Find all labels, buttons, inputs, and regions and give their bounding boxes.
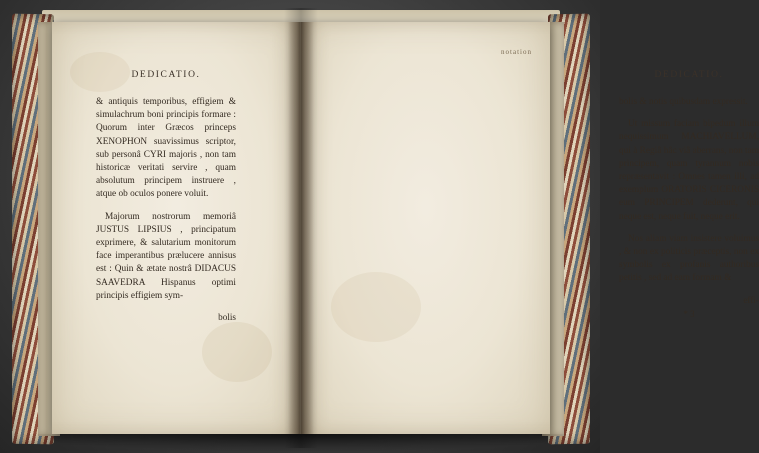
- catchword-right: effi-: [743, 294, 759, 305]
- running-head-left: DEDICATIO.: [131, 70, 201, 80]
- paragraph: bolis & notis quibusdam expressit.: [619, 97, 748, 107]
- catchword-left: bolis: [218, 312, 236, 323]
- foxing-stain: [202, 322, 272, 382]
- right-text-column: [619, 70, 759, 319]
- signature-mark: * 3: [683, 308, 695, 319]
- right-page: [301, 22, 759, 434]
- paragraph: Majorum nostrorum memoriâ JUSTUS LIPSIUS , principatum exprimere, & salutarium monitorum face imperantibus prælucere annisus est : Quin & ætate nostrâ DIDACUS SAAVEDRA Hispanus optimi principis effigiem sym-: [96, 211, 236, 301]
- paragraph: Ut missum faciam bipedum illum nequissimum MACHIAVELLUM, qui à Regiâ hâc viâ aberrans, non tam principem, quam tyrannum nobis repræsentavit : Omnes tamen illi, ad exemplum ORATORIS CICERONIS eum PRINCIPEM dederunt, qui neque est, neque fuit, neque erit.: [619, 119, 759, 222]
- paragraph: & antiquis temporibus, effigiem & simulachrum boni principis formare : Quorum inter Græcos princeps XENOPHON suavissimus scriptor, sub personâ CYRI majoris , non tam historicæ veritati servire , quam absolutum principem instruere , atque ob oculos ponere voluit.: [96, 97, 236, 200]
- left-page: [52, 22, 301, 434]
- foxing-stain: [331, 272, 421, 342]
- paragraph: Nos aliam viam insistere voluimus , & non ex politicis præceptis, non ex symbolis ex profanis authoribus petitis , sed ad eam formam &: [619, 233, 759, 284]
- page-spread: [52, 22, 759, 434]
- open-book: [12, 8, 759, 448]
- left-text-column: [96, 70, 236, 322]
- marginalia-note: notation: [501, 48, 532, 56]
- running-head-right: DEDICATIO.: [654, 70, 724, 80]
